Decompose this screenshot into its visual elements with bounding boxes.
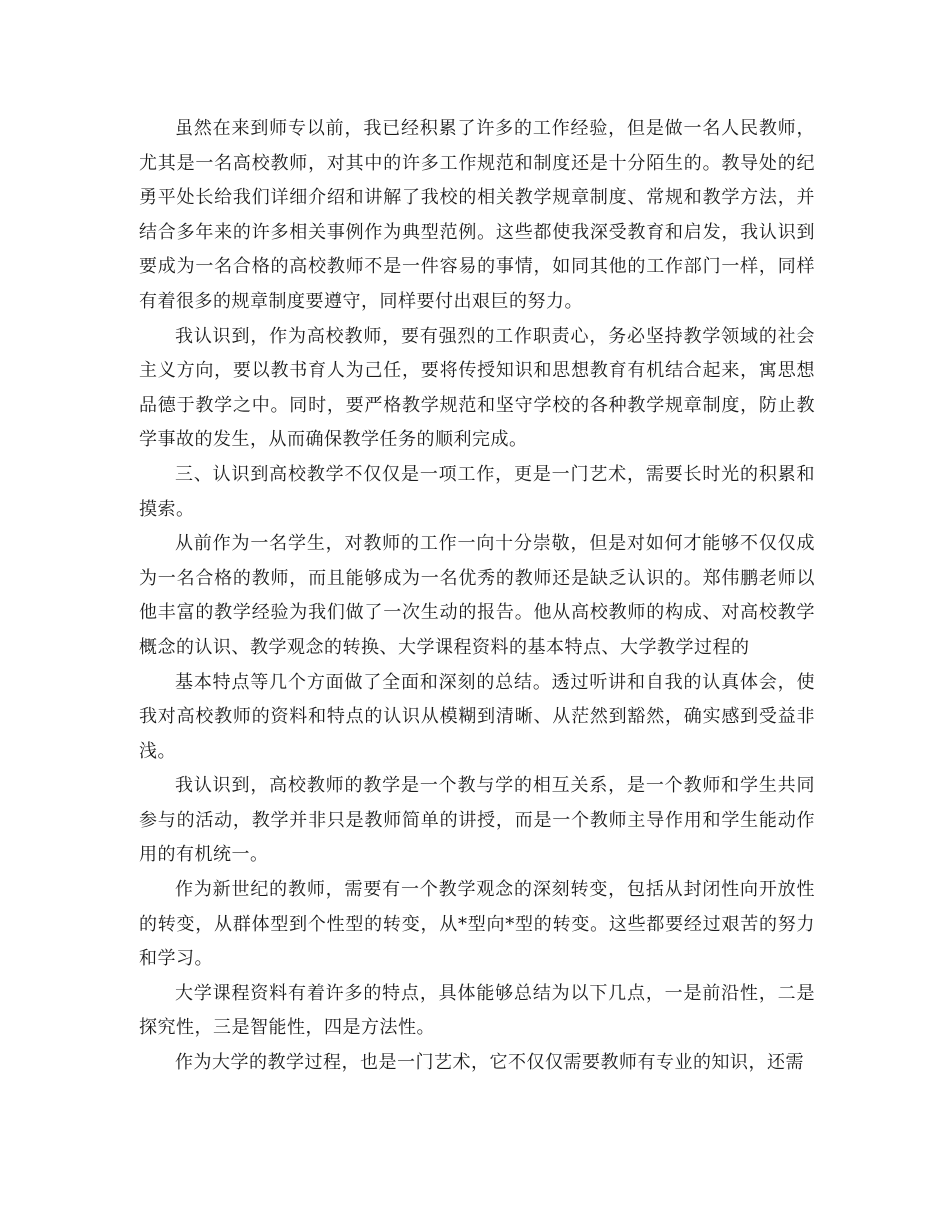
paragraph: 我认识到，高校教师的教学是一个教与学的相互关系，是一个教师和学生共同参与的活动，教学并非只是教师简单的讲授，而是一个教师主导作用和学生能动作用的有机统一。 <box>139 775 815 866</box>
paragraph: 基本特点等几个方面做了全面和深刻的总结。透过听讲和自我的认真体会，使我对高校教师的资料和特点的认识从模糊到清晰、从茫然到豁然，确实感到受益非浅。 <box>139 671 815 762</box>
section-heading-paragraph: 三、认识到高校教学不仅仅是一项工作，更是一门艺术，需要长时光的积累和摸索。 <box>139 463 815 520</box>
paragraph: 我认识到，作为高校教师，要有强烈的工作职责心，务必坚持教学领域的社会主义方向，要以教书育人为己任，要将传授知识和思想教育有机结合起来，寓思想品德于教学之中。同时，要严格教学规范和坚守学校的各种教学规章制度，防止教学事故的发生，从而确保教学任务的顺利完成。 <box>139 325 815 451</box>
paragraph: 作为新世纪的教师，需要有一个教学观念的深刻转变，包括从封闭性向开放性的转变，从群体型到个性型的转变，从*型向*型的转变。这些都要经过艰苦的努力和学习。 <box>139 879 815 970</box>
paragraph: 虽然在来到师专以前，我已经积累了许多的工作经验，但是做一名人民教师，尤其是一名高校教师，对其中的许多工作规范和制度还是十分陌生的。教导处的纪勇平处长给我们详细介绍和讲解了我校的相关教学规章制度、常规和教学方法，并结合多年来的许多相关事例作为典型范例。这些都使我深受教育和启发，我认识到要成为一名合格的高校教师不是一件容易的事情，如同其他的工作部门一样，同样有着很多的规章制度要遵守，同样要付出艰巨的努力。 <box>139 118 815 312</box>
document-body <box>139 112 815 1081</box>
paragraph: 从前作为一名学生，对教师的工作一向十分崇敬，但是对如何才能够不仅仅成为一名合格的教师，而且能够成为一名优秀的教师还是缺乏认识的。郑伟鹏老师以他丰富的教学经验为我们做了一次生动的报告。他从高校教师的构成、对高校教学概念的认识、教学观念的转换、大学课程资料的基本特点、大学教学过程的 <box>139 533 815 658</box>
paragraph: 作为大学的教学过程，也是一门艺术，它不仅仅需要教师有专业的知识，还需 <box>175 1052 804 1074</box>
paragraph: 大学课程资料有着许多的特点，具体能够总结为以下几点，一是前沿性，二是探究性，三是智能性，四是方法性。 <box>139 982 815 1039</box>
